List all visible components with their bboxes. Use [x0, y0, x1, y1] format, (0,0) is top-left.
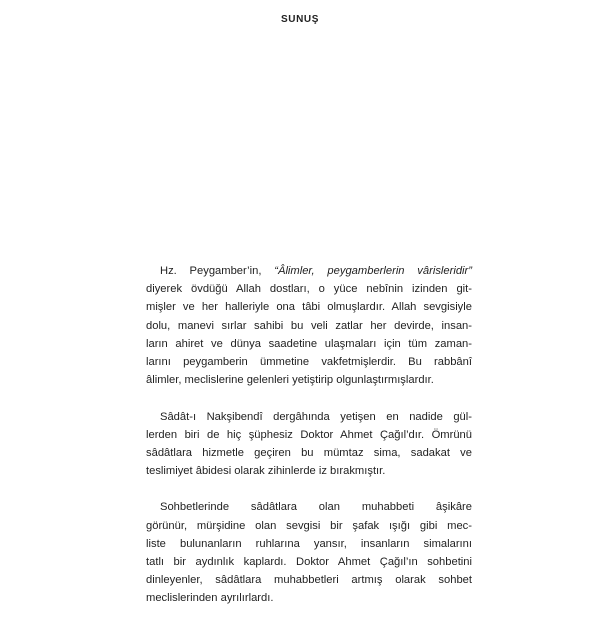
paragraph-line: mişler ve her halleriyle ona tâbi olmuşlardır. Allah sevgisiyle: [146, 301, 472, 314]
paragraph-line: Sâdât-ı Nakşibendî dergâhında yetişen en nadide gül-: [160, 410, 472, 423]
line-text: Hz. Peygamber’in,: [160, 265, 275, 277]
paragraph-line: diyerek övdüğü Allah dostları, o yüce nebînin izinden git-: [146, 283, 472, 296]
paragraph-line: dinleyenler, sâdâtlara muhabbetleri artmış olarak sohbet: [146, 574, 472, 587]
paragraph-2: [146, 408, 472, 481]
running-head: SUNUŞ: [280, 14, 319, 25]
paragraph-line: sâdâtlara hizmetle geçiren bu mümtaz sima, sadakat ve: [146, 446, 472, 459]
paragraph-line: [146, 262, 472, 280]
paragraph-3: [146, 498, 472, 607]
paragraph-1: [146, 262, 472, 389]
paragraph-line: lerden biri de hiç şüphesiz Doktor Ahmet Çağıl’dır. Ömrünü: [146, 428, 472, 441]
paragraph-line: ların ahiret ve dünya saadetine ulaşmaları için tüm zaman-: [146, 337, 472, 350]
paragraph-line: dolu, manevi sırlar sahibi bu veli zatlar her devirde, insan-: [146, 319, 472, 332]
paragraph-line: âlimler, meclislerine gelenleri yetiştirip olgunlaştırmışlardır.: [146, 374, 434, 387]
paragraph-line: görünür, mürşidine olan sevgisi bir şafak ışığı gibi mec-: [146, 519, 472, 532]
paragraph-line: tatlı bir aydınlık kaplardı. Doktor Ahmet Çağıl’ın sohbetini: [146, 556, 472, 568]
paragraph-line: teslimiyet âbidesi olarak zihinlerde iz bırakmıştır.: [146, 465, 386, 478]
paragraph-line: Sohbetlerinde sâdâtlara olan muhabbeti âşikâre: [160, 501, 472, 514]
hadith-quote: “Âlimler, peygamberlerin vârisleridir”: [274, 265, 472, 277]
paragraph-line: meclislerinden ayrılırlardı.: [146, 592, 274, 605]
body-text: [146, 262, 472, 626]
paragraph-line: liste bulunanların ruhlarına yansır, insanların simalarını: [146, 537, 472, 550]
paragraph-line: larını peygamberin ümmetine vakfetmişlerdir. Bu rabbânî: [146, 355, 472, 368]
